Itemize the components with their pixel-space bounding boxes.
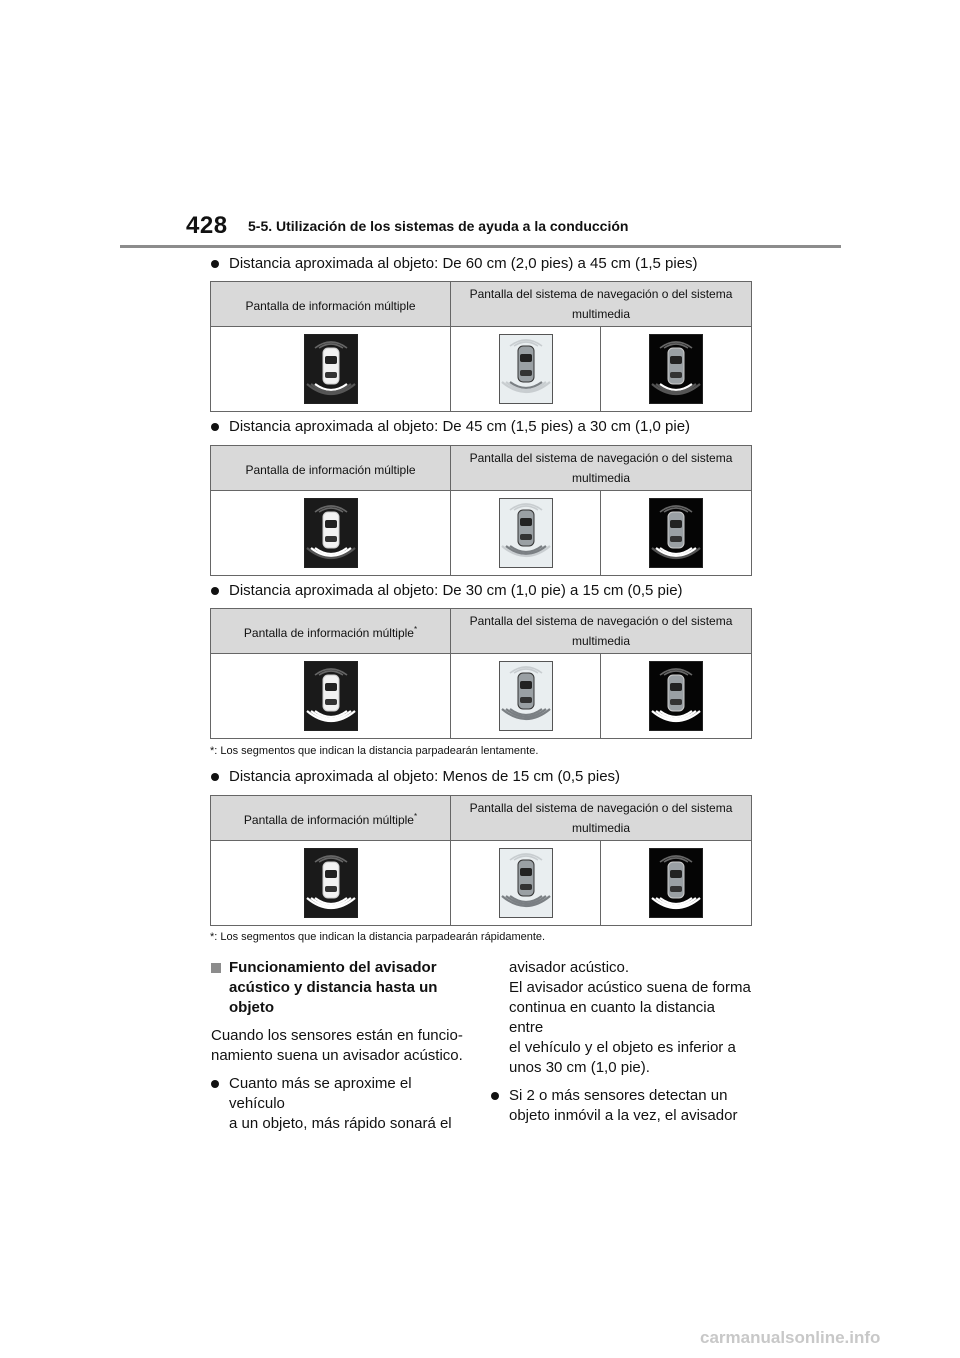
nav-dark-car-icon	[649, 498, 703, 568]
nav-light-car-icon	[499, 661, 553, 731]
distance-bullet-3	[211, 582, 683, 599]
nav-dark-image	[601, 491, 752, 576]
display-table-4	[210, 795, 752, 926]
bullet-icon	[211, 423, 219, 431]
page-header	[0, 0, 960, 250]
header-divider	[120, 245, 841, 248]
nav-light-car-icon	[499, 498, 553, 568]
nav-light-image	[451, 491, 601, 576]
display-table-2	[210, 445, 752, 576]
table-header-nav: Pantalla del sistema de navegación o del sistema multimedia	[451, 609, 752, 654]
intro-paragraph: Cuando los sensores están en funcio- namiento suena un avisador acústico.	[211, 1027, 463, 1064]
table-header-nav: Pantalla del sistema de navegación o del sistema multimedia	[451, 446, 752, 491]
mid-display-image	[211, 654, 451, 739]
mid-display-image	[211, 491, 451, 576]
mid-display-car-icon	[304, 848, 358, 918]
mid-display-image	[211, 841, 451, 926]
distance-bullet-2	[211, 418, 690, 435]
mid-display-car-icon	[304, 661, 358, 731]
distance-bullet-4	[211, 768, 620, 785]
bullet-text: Distancia aproximada al objeto: De 60 cm (2,0 pies) a 45 cm (1,5 pies)	[229, 255, 698, 272]
bullet-text: Distancia aproximada al objeto: De 45 cm (1,5 pies) a 30 cm (1,0 pie)	[229, 418, 691, 435]
mid-display-car-icon	[304, 334, 358, 404]
nav-dark-car-icon	[649, 661, 703, 731]
table-header-mid: Pantalla de información múltiple	[211, 446, 451, 491]
mid-display-image	[211, 327, 451, 412]
display-table-1	[210, 281, 752, 412]
page-number: 428	[186, 212, 228, 239]
nav-dark-image	[601, 841, 752, 926]
bullet-text: Distancia aproximada al objeto: Menos de 15 cm (0,5 pies)	[229, 768, 621, 785]
watermark: carmanualsonline.info	[700, 1328, 881, 1347]
nav-dark-car-icon	[649, 848, 703, 918]
table-header-mid: Pantalla de información múltiple	[211, 282, 451, 327]
nav-dark-image	[601, 327, 752, 412]
bullet-icon	[211, 587, 219, 595]
nav-light-image	[451, 841, 601, 926]
bullet-text: Distancia aproximada al objeto: De 30 cm (1,0 pie) a 15 cm (0,5 pie)	[229, 582, 683, 599]
nav-light-image	[451, 654, 601, 739]
right-column	[491, 958, 751, 1126]
distance-bullet-1	[211, 255, 698, 272]
table-header-nav: Pantalla del sistema de navegación o del sistema multimedia	[451, 282, 752, 327]
left-column	[211, 958, 471, 1134]
table-header-mid: Pantalla de información múltiple*	[211, 796, 451, 841]
footnote-slow-blink: *: Los segmentos que indican la distancia parpadearán lentamente.	[210, 745, 539, 757]
nav-dark-car-icon	[649, 334, 703, 404]
table-header-mid: Pantalla de información múltiple*	[211, 609, 451, 654]
table-header-nav: Pantalla del sistema de navegación o del sistema multimedia	[451, 796, 752, 841]
subsection-heading: Funcionamiento del avisador acústico y distancia hasta un objeto	[211, 958, 471, 1018]
continued-paragraph: avisador acústico. El avisador acústico suena de forma continua en cuanto la distancia entre el vehículo y el objeto es inferior a unos 30 cm (1,0 pie).	[509, 959, 751, 1076]
list-item: Si 2 o más sensores detectan un objeto inmóvil a la vez, el avisador	[491, 1086, 751, 1126]
nav-light-car-icon	[499, 334, 553, 404]
list-item: Cuanto más se aproxime el vehículo a un objeto, más rápido sonará el	[211, 1074, 471, 1134]
nav-dark-image	[601, 654, 752, 739]
mid-display-car-icon	[304, 498, 358, 568]
bullet-icon	[211, 773, 219, 781]
square-bullet-icon	[211, 963, 221, 973]
bullet-icon	[491, 1092, 499, 1100]
nav-light-image	[451, 327, 601, 412]
bullet-icon	[211, 1080, 219, 1088]
display-table-3	[210, 608, 752, 739]
footnote-fast-blink: *: Los segmentos que indican la distancia parpadearán rápidamente.	[210, 931, 546, 943]
section-title: 5-5. Utilización de los sistemas de ayuda a la conducción	[248, 218, 629, 234]
nav-light-car-icon	[499, 848, 553, 918]
bullet-icon	[211, 260, 219, 268]
